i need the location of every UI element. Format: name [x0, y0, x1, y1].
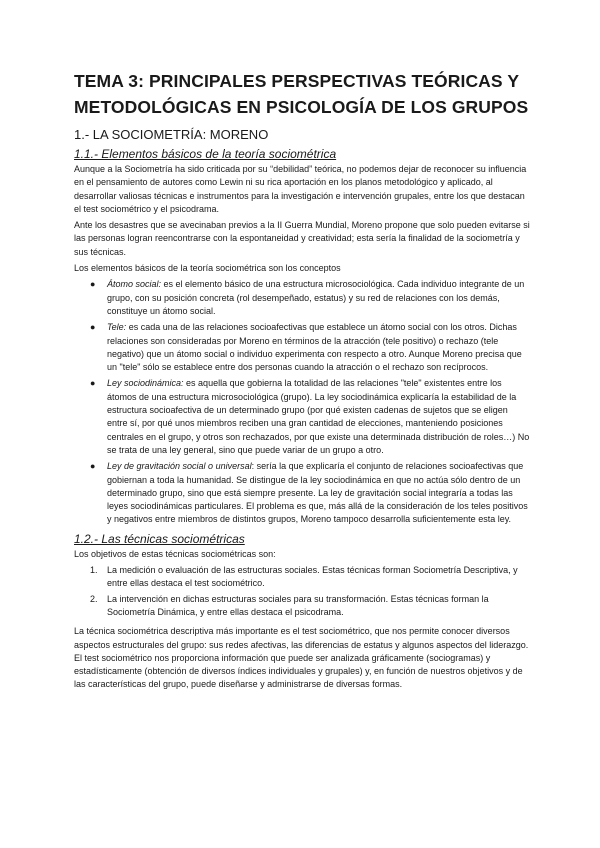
bullet-icon: ● — [90, 279, 96, 290]
bullet-icon: ● — [90, 378, 96, 389]
paragraph-test-sociometrico: La técnica sociométrica descriptiva más importante es el test sociométrico, que nos permite conocer diversos aspectos estructurales del grupo: sus redes afectivas, las diferencias de estatus y algunos aspectos del liderazgo. El test sociométrico nos proporciona información que puede ser analizada gráficamente (sociogramas) y estadísticamente (obtención de diversos índices individuales y grupales) y, en función de nuestros objetivos y de las características del grupo, puede diseñarse y administrarse de diversas formas. — [74, 626, 529, 690]
objectives-list — [74, 564, 530, 619]
list-item — [90, 377, 530, 457]
paragraph-moreno: Ante los desastres que se avecinaban previos a la II Guerra Mundial, Moreno propone que solo pueden evitarse si las personas logran reencontrarse con la espontaneidad y creatividad; esta sería la finalidad de la sociometría y sus técnicas. — [74, 220, 530, 257]
item-number: 2. — [90, 593, 98, 604]
section-heading-sociometria: 1.- LA SOCIOMETRÍA: MORENO — [74, 127, 269, 142]
subsection-heading-tecnicas: 1.2.- Las técnicas sociométricas — [74, 531, 245, 546]
concept-term: Ley de gravitación social o universal — [107, 461, 252, 472]
paragraph-objetivos-lead: Los objetivos de estas técnicas sociométricas son: — [74, 548, 276, 559]
list-item — [90, 460, 530, 526]
item-text: La intervención en dichas estructuras sociales para su transformación. Estas técnicas forman la Sociometría Dinámica, y entre ellas destaca el psicodrama. — [107, 593, 489, 617]
concept-text: es el elemento básico de una estructura microsociológica. Cada individuo integrante de un grupo, con su posición concreta (rol desempeñado, estatus) y su red de relaciones con los demás, constituye un átomo social. — [107, 279, 525, 316]
paragraph-intro: Aunque a la Sociometría ha sido criticada por su “debilidad” teórica, no podemos dejar de reconocer su influencia en el pensamiento de autores como Lewin ni su rica aportación en los planos metodológico y aplicado, al desarrollar valiosas técnicas e instrumentos para la investigación e intervención grupales, entre los que destacan el test sociométrico y el psicodrama. — [74, 164, 527, 214]
list-item — [90, 321, 530, 374]
list-item — [90, 593, 530, 620]
list-item — [90, 564, 530, 591]
concept-text: es aquella que gobierna la totalidad de las relaciones "tele" existentes entre los átomos de una estructura microsociológica (grupo). La ley sociodinámica explicaría la estabilidad de la estructura socioafectiva de un determinado grupo (por qué existen cadenas de sujetos que se eligen entre sí, por qué unos miembros reciben una gran cantidad de elecciones, manteniendo posiciones centrales en el grupo, y otros son rechazados, por que existe una determinada distribución de roles…) No se trata de una ley general, sino que puede variar de un grupo a otro. — [107, 378, 530, 455]
item-text: La medición o evaluación de las estructuras sociales. Estas técnicas forman Sociometría Descriptiva, y entre ellas destaca el test sociométrico. — [107, 565, 518, 589]
paragraph-elementos-lead: Los elementos básicos de la teoría sociométrica son los conceptos — [74, 263, 341, 274]
concept-text: es cada una de las relaciones socioafectivas que establece un átomo social con los otros. Dichas relaciones son consideradas por Moreno en términos de la atracción (tele positivo) o rechazo (tele negativo) que un átomo social o individuo experimenta con respecto a otro. Aunque Moreno precisa que un "tele" sólo se establece entre dos personas cuando la atracción o el rechazo son recíprocos. — [107, 322, 522, 373]
concepts-list — [74, 278, 530, 526]
document-title: TEMA 3: PRINCIPALES PERSPECTIVAS TEÓRICAS Y METODOLÓGICAS EN PSICOLOGÍA DE LOS GRUPOS — [74, 71, 529, 117]
concept-term: Ley sociodinámica: — [107, 378, 184, 389]
subsection-heading-elementos: 1.1.- Elementos básicos de la teoría sociométrica — [74, 147, 337, 161]
concept-term: Átomo social: — [107, 279, 162, 290]
bullet-icon: ● — [90, 322, 96, 333]
concept-term: Tele: — [107, 322, 127, 333]
item-number: 1. — [90, 565, 98, 576]
concept-text: : sería la que explicaría el conjunto de relaciones socioafectivas que gobiernan a toda la humanidad. Se distingue de la ley sociodinámica en que no actúa sólo dentro de un determinado grupo, sino que está siempre presente. La ley de gravitación social integraría a todas las leyes sociodinámicas particulares. El problema es que, más allá de la consideración de los teles positivos y negativos entre miembros de distintos grupos, Moreno tampoco desarrolla suficientemente esta ley. — [107, 461, 528, 525]
bullet-icon: ● — [90, 461, 96, 472]
list-item — [90, 278, 530, 318]
